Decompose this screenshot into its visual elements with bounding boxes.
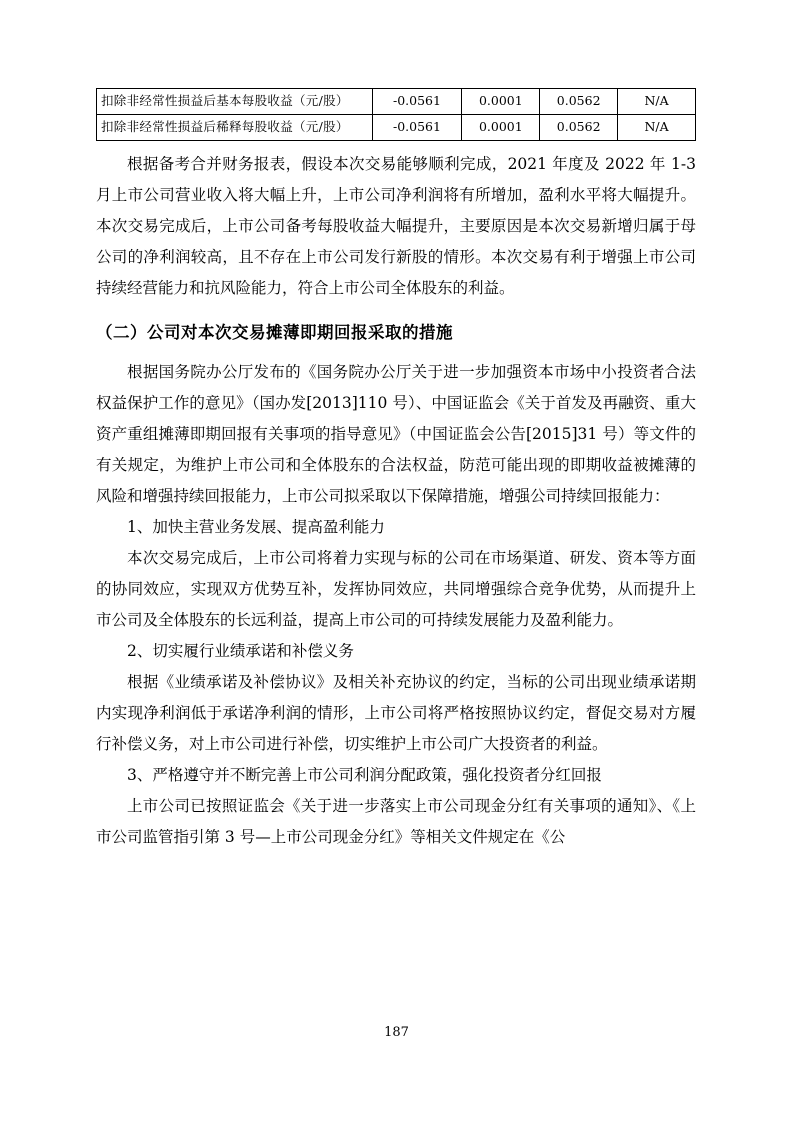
financial-table	[96, 88, 696, 141]
paragraph-measure-2-detail: 根据《业绩承诺及补偿协议》及相关补充协议的约定，当标的公司出现业绩承诺期内实现净利润低于承诺净利润的情形，上市公司将严格按照协议约定，督促交易对方履行补偿义务，对上市公司进行补偿，切实维护上市公司广大投资者的利益。	[96, 672, 696, 753]
row-value-1: -0.0561	[372, 114, 462, 140]
table-row	[97, 114, 696, 140]
row-value-4: N/A	[618, 89, 696, 115]
row-value-2: 0.0001	[462, 89, 540, 115]
page-content	[96, 88, 696, 853]
paragraph-measure-3-detail: 上市公司已按照证监会《关于进一步落实上市公司现金分红有关事项的通知》、《上市公司监管指引第 3 号—上市公司现金分红》等相关文件规定在《公	[96, 796, 696, 846]
measure-item-1: 1、加快主营业务发展、提高盈利能力	[127, 517, 385, 536]
measure-item-3: 3、严格遵守并不断完善上市公司利润分配政策，强化投资者分红回报	[127, 765, 602, 784]
row-label: 扣除非经常性损益后基本每股收益（元/股）	[97, 89, 373, 115]
row-value-1: -0.0561	[372, 89, 462, 115]
section-heading: （二）公司对本次交易摊薄即期回报采取的措施	[96, 322, 453, 342]
row-value-4: N/A	[618, 114, 696, 140]
row-value-3: 0.0562	[540, 114, 618, 140]
table-row	[97, 89, 696, 115]
row-label: 扣除非经常性损益后稀释每股收益（元/股）	[97, 114, 373, 140]
row-value-3: 0.0562	[540, 89, 618, 115]
page-number: 187	[384, 1025, 409, 1040]
paragraph-measure-1-detail: 本次交易完成后，上市公司将着力实现与标的公司在市场渠道、研发、资本等方面的协同效应，实现双方优势互补，发挥协同效应，共同增强综合竞争优势，从而提升上市公司及全体股东的长远利益，提高上市公司的可持续发展能力及盈利能力。	[96, 548, 696, 629]
row-value-2: 0.0001	[462, 114, 540, 140]
spacer	[96, 304, 696, 316]
spacer	[96, 141, 696, 149]
measure-item-2: 2、切实履行业绩承诺和补偿义务	[127, 641, 354, 660]
paragraph-regulatory-basis: 根据国务院办公厅发布的《国务院办公厅关于进一步加强资本市场中小投资者合法权益保护工作的意见》（国办发[2013]110 号）、中国证监会《关于首发及再融资、重大资产重组摊薄即期回报有关事项的指导意见》（中国证监会公告[2015]31 号）等文件的有关规定，为维护上市公司和全体股东的合法权益，防范可能出现的即期收益被摊薄的风险和增强持续回报能力，上市公司拟采取以下保障措施，增强公司持续回报能力：	[96, 362, 696, 505]
spacer	[96, 349, 696, 357]
paragraph-proforma-summary: 根据备考合并财务报表，假设本次交易能够顺利完成，2021 年度及 2022 年 1-3 月上市公司营业收入将大幅上升，上市公司净利润将有所增加，盈利水平将大幅提升。本次交易完成后，上市公司备考每股收益大幅提升，主要原因是本次交易新增归属于母公司的净利润较高，且不存在上市公司发行新股的情形。本次交易有利于增强上市公司持续经营能力和抗风险能力，符合上市公司全体股东的利益。	[96, 154, 696, 297]
